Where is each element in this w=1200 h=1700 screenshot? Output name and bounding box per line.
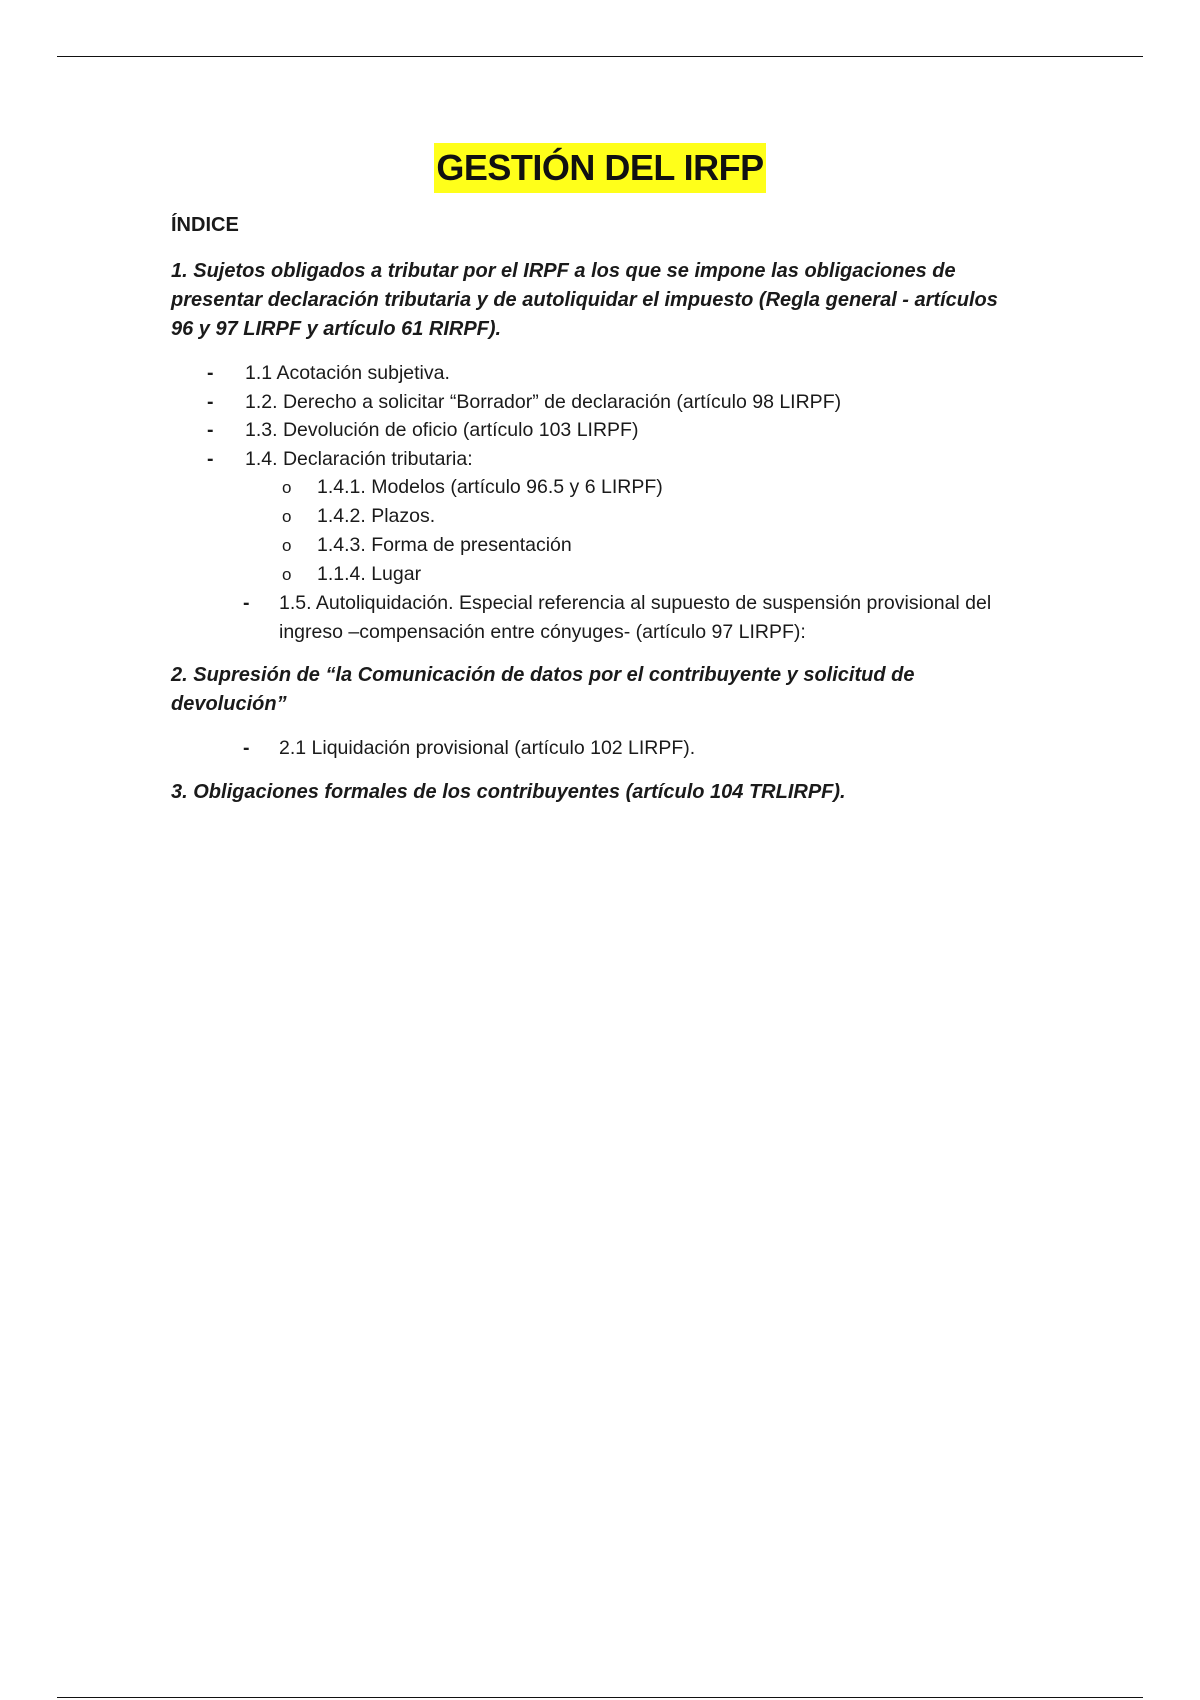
list-item <box>171 359 1011 388</box>
sublist-item <box>171 560 1011 589</box>
section-2-list <box>171 734 1011 763</box>
circle-bullet: o <box>282 507 292 526</box>
list-item-text: 1.5. Autoliquidación. Especial referencia al supuesto de suspensión provisional del ingreso –compensación entre cónyuges- (artículo 97 LIRPF): <box>279 592 992 643</box>
dash-bullet: - <box>243 592 250 614</box>
document-content <box>171 210 1011 822</box>
list-item <box>171 445 1011 474</box>
section-2-heading: 2. Supresión de “la Comunicación de datos por el contribuyente y solicitud de devolución” <box>171 664 915 715</box>
top-rule <box>57 56 1143 57</box>
sublist-item-text: 1.4.3. Forma de presentación <box>317 534 572 556</box>
sublist-item <box>171 473 1011 502</box>
dash-bullet: - <box>207 362 214 384</box>
dash-bullet: - <box>207 419 214 441</box>
section-3-heading: 3. Obligaciones formales de los contribuyentes (artículo 104 TRLIRPF). <box>171 780 846 803</box>
title-container <box>0 143 1200 193</box>
circle-bullet: o <box>282 565 292 584</box>
list-item <box>171 589 1011 646</box>
list-item-text: 1.4. Declaración tributaria: <box>245 447 473 470</box>
sublist-item <box>171 502 1011 531</box>
sublist-item <box>171 531 1011 560</box>
dash-bullet: - <box>243 737 250 759</box>
bottom-rule <box>57 1697 1143 1698</box>
sublist-item-text: 1.4.1. Modelos (artículo 96.5 y 6 LIRPF) <box>317 476 663 498</box>
list-item <box>171 416 1011 445</box>
circle-bullet: o <box>282 478 292 497</box>
section-1-5-list <box>171 589 1011 646</box>
sublist-container <box>171 473 1011 589</box>
index-heading: ÍNDICE <box>171 214 239 236</box>
section-1-4-sublist <box>171 473 1011 589</box>
list-item-text: 1.3. Devolución de oficio (artículo 103 LIRPF) <box>245 419 639 441</box>
sublist-item-text: 1.4.2. Plazos. <box>317 505 436 527</box>
list-item-text: 1.2. Derecho a solicitar “Borrador” de declaración (artículo 98 LIRPF) <box>245 390 842 413</box>
list-item-text: 1.1 Acotación subjetiva. <box>245 362 450 384</box>
list-item <box>171 388 1011 417</box>
section-1-list <box>171 359 1011 589</box>
document-title: GESTIÓN DEL IRFP <box>434 143 765 193</box>
list-item-text: 2.1 Liquidación provisional (artículo 102 LIRPF). <box>279 737 696 759</box>
sublist-item-text: 1.1.4. Lugar <box>317 563 422 585</box>
list-item <box>171 734 1011 763</box>
dash-bullet: - <box>207 447 214 470</box>
section-1-heading: 1. Sujetos obligados a tributar por el IRPF a los que se impone las obligaciones de presentar declaración tributaria y de autoliquidar el impuesto (Regla general - artículos 96 y 97 LIRPF y artículo 61 RIRPF). <box>171 260 998 340</box>
circle-bullet: o <box>282 536 292 555</box>
dash-bullet: - <box>207 390 214 413</box>
